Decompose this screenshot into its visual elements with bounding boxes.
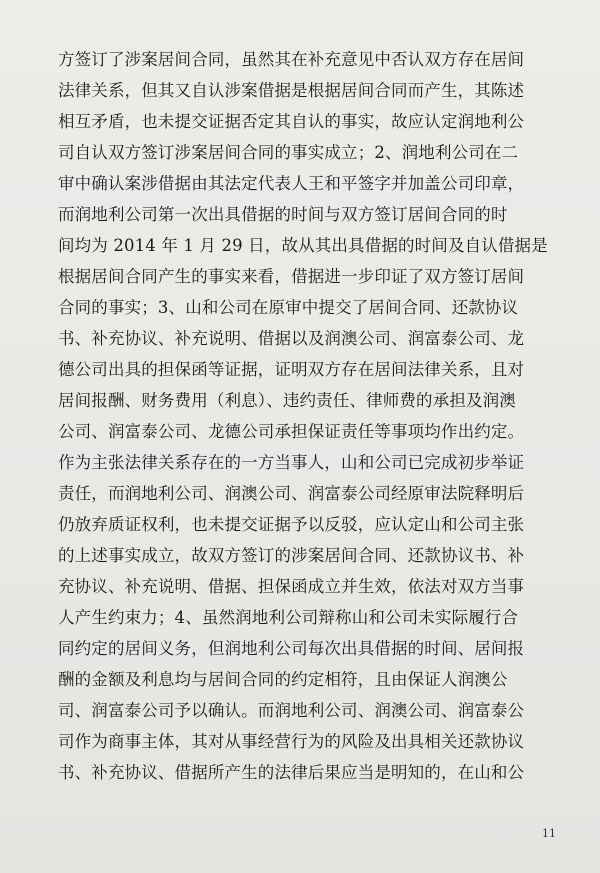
page-number: 11: [542, 827, 556, 840]
text-line: 同约定的居间义务，但润地利公司每次出具借据的时间、居间报: [58, 639, 525, 658]
text-line: 书、补充协议、借据所产生的法律后果应当是明知的，在山和公: [58, 763, 525, 782]
text-line: 酬的金额及利息均与居间合同的约定相符，且由保证人润澳公: [58, 670, 508, 689]
text-line: 审中确认案涉借据由其法定代表人王和平签字并加盖公司印章，: [58, 174, 525, 193]
body-text: [58, 44, 568, 788]
text-line: 根据居间合同产生的事实来看，借据进一步印证了双方签订居间: [58, 267, 525, 286]
text-line: 方签订了涉案居间合同，虽然其在补充意见中否认双方存在居间: [58, 50, 525, 69]
text-line: 相互矛盾，也未提交证据否定其自认的事实，故应认定润地利公: [58, 112, 525, 131]
text-line: 司作为商事主体，其对从事经营行为的风险及出具相关还款协议: [58, 732, 525, 751]
text-line: 居间报酬、财务费用（利息）、违约责任、律师费的承担及润澳: [58, 391, 516, 410]
text-line: 司自认双方签订涉案居间合同的事实成立；2、润地利公司在二: [58, 143, 519, 162]
text-line: 的上述事实成立，故双方签订的涉案居间合同、还款协议书、补: [58, 546, 525, 565]
text-line: 人产生约束力；4、虽然润地利公司辩称山和公司未实际履行合: [58, 608, 519, 627]
text-line: 法律关系，但其又自认涉案借据是根据居间合同而产生，其陈述: [58, 81, 525, 100]
text-line: 合同的事实；3、山和公司在原审中提交了居间合同、还款协议: [58, 298, 519, 317]
text-line: 德公司出具的担保函等证据，证明双方存在居间法律关系，且对: [58, 360, 525, 379]
text-line: 仍放弃质证权利，也未提交证据予以反驳，应认定山和公司主张: [58, 515, 525, 534]
text-line: 书、补充协议、补充说明、借据以及润澳公司、润富泰公司、龙: [58, 329, 525, 348]
text-line: 责任，而润地利公司、润澳公司、润富泰公司经原审法院释明后: [58, 484, 525, 503]
text-line: 公司、润富泰公司、龙德公司承担保证责任等事项均作出约定。: [58, 422, 525, 441]
text-line: 间均为 2014 年 1 月 29 日，故从其出具借据的时间及自认借据是: [58, 236, 548, 255]
text-line: 而润地利公司第一次出具借据的时间与双方签订居间合同的时: [58, 205, 508, 224]
text-line: 司、润富泰公司予以确认。而润地利公司、润澳公司、润富泰公: [58, 701, 525, 720]
text-line: 作为主张法律关系存在的一方当事人，山和公司已完成初步举证: [58, 453, 525, 472]
text-line: 充协议、补充说明、借据、担保函成立并生效，依法对双方当事: [58, 577, 525, 596]
